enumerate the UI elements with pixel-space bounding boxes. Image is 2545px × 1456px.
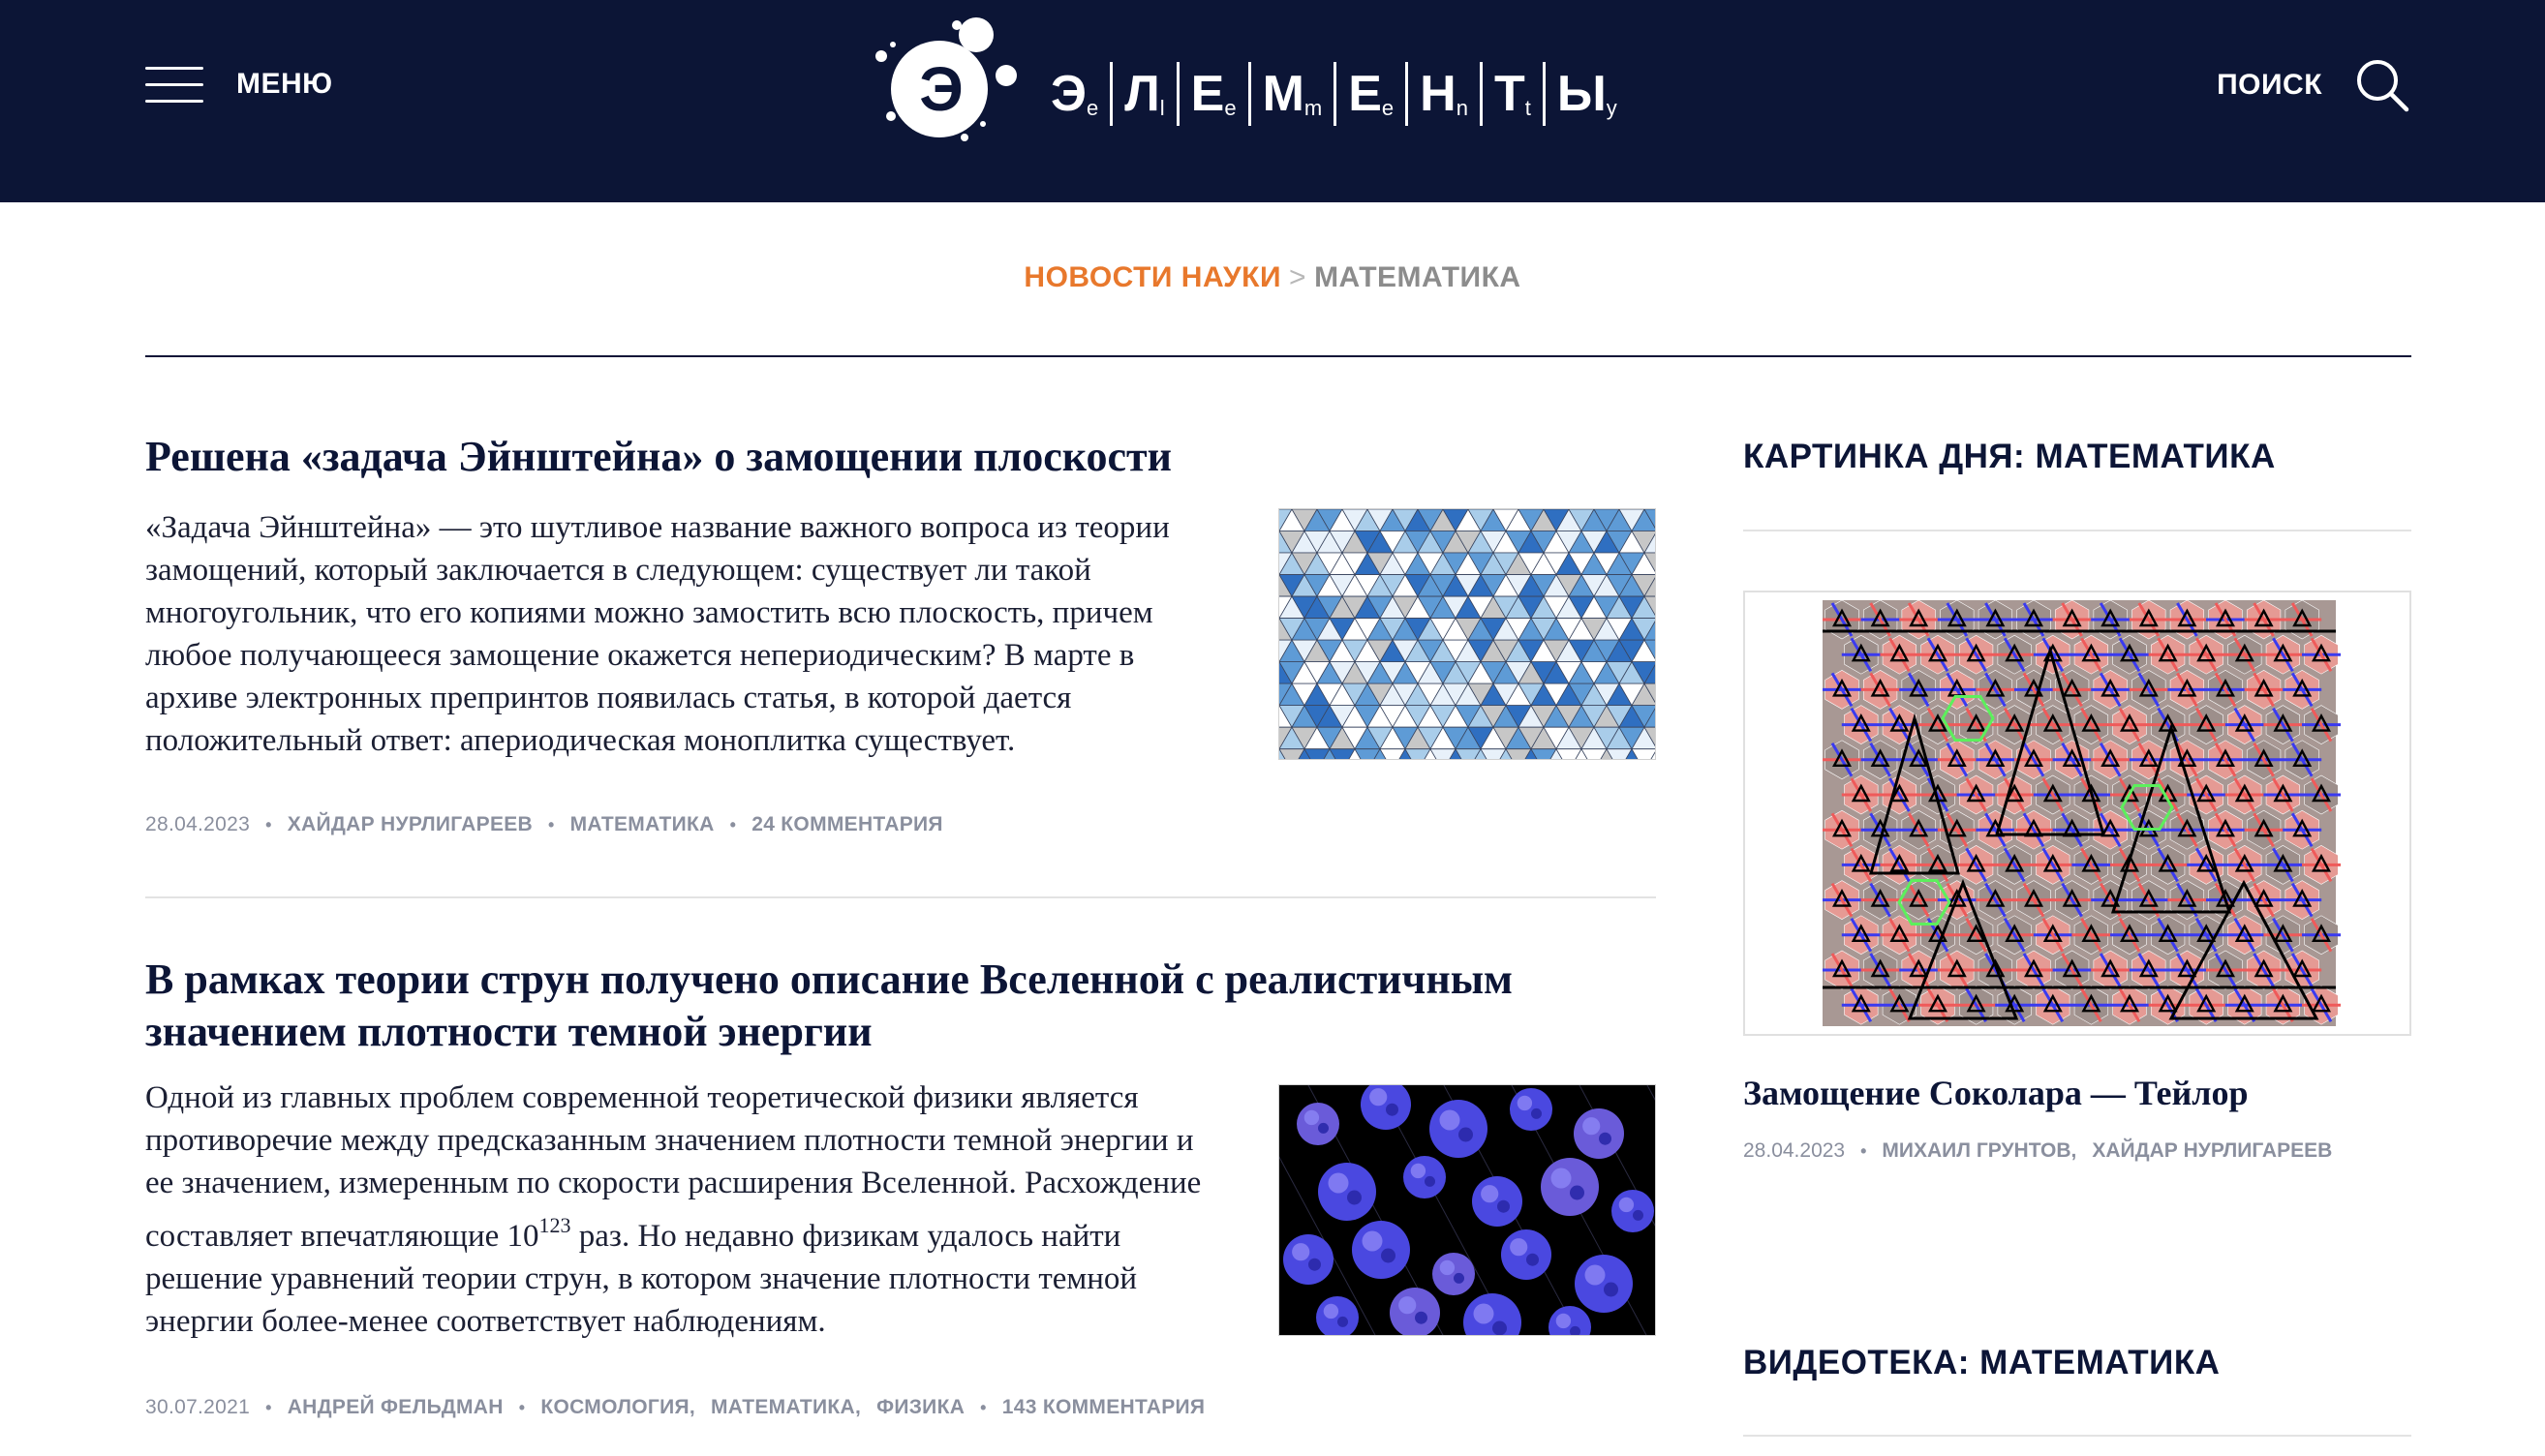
wordmark-letter: Э e	[1051, 66, 1099, 122]
excerpt-exponent: 123	[538, 1213, 571, 1237]
wordmark-letter: Е e	[1348, 66, 1395, 122]
article-meta	[145, 1396, 1205, 1419]
meta-comma: ,	[689, 1396, 695, 1418]
picture-date: 28.04.2023	[1743, 1139, 1846, 1162]
wordmark-separator	[1248, 62, 1251, 126]
sidebar-divider	[1743, 1435, 2411, 1437]
calabi-yau-image	[1279, 1085, 1656, 1336]
wordmark-separator	[1543, 62, 1546, 126]
wordmark-separator	[1405, 62, 1408, 126]
article-comments-link[interactable]: 24 КОММЕНТАРИЯ	[751, 813, 943, 835]
tiling-image	[1279, 509, 1656, 760]
search-label[interactable]: ПОИСК	[2217, 69, 2322, 101]
article-excerpt	[145, 1077, 1220, 1343]
sidebar-heading[interactable]: КАРТИНКА ДНЯ: МАТЕМАТИКА	[1743, 438, 2276, 475]
logo-letter: Э	[919, 54, 964, 124]
article-thumbnail[interactable]	[1278, 508, 1656, 760]
picture-title[interactable]: Замощение Соколара — Тейлор	[1743, 1074, 2249, 1112]
meta-dot: •	[548, 814, 555, 834]
wordmark-separator	[1110, 62, 1113, 126]
menu-button[interactable]	[145, 64, 333, 105]
picture-meta	[1743, 1139, 2332, 1163]
article-meta	[145, 813, 943, 836]
article-tag-link[interactable]: КОСМОЛОГИЯ	[540, 1396, 690, 1418]
sidebar-divider	[1743, 530, 2411, 531]
meta-dot: •	[729, 814, 737, 834]
breadcrumb-separator: >	[1289, 261, 1307, 293]
article-comments-link[interactable]: 143 КОММЕНТАРИЯ	[1001, 1396, 1206, 1418]
sidebar-heading[interactable]: ВИДЕОТЕКА: МАТЕМАТИКА	[1743, 1344, 2221, 1381]
wordmark-separator	[1480, 62, 1483, 126]
socolar-taylor-tiling-image	[1745, 592, 2409, 1034]
article-thumbnail[interactable]	[1278, 1084, 1656, 1336]
meta-comma: ,	[854, 1396, 862, 1418]
wordmark-letter: Л l	[1124, 66, 1165, 122]
breadcrumb-section-link[interactable]: НОВОСТИ НАУКИ	[1024, 261, 1282, 293]
article-date: 28.04.2023	[145, 813, 251, 835]
article-author-link[interactable]: ХАЙДАР НУРЛИГАРЕЕВ	[287, 813, 534, 835]
picture-author-link[interactable]: МИХАИЛ ГРУНТОВ	[1882, 1139, 2071, 1162]
wordmark-letter: Е e	[1190, 66, 1237, 122]
excerpt-text: Одной из главных проблем современной теоретической физики является противоречие между предсказанным значением плотности темной энергии и ее значением, измеренным по скорости расширения Вселенной. Расхождение составляет впечатляющие 10	[145, 1080, 1202, 1254]
wordmark-letter: М m	[1262, 66, 1323, 122]
logo-wordmark	[1051, 60, 1617, 128]
excerpt-text: раз. Но недавно физикам удалось найти решение уравнений теории струн, в котором значение плотности темной энергии более-менее соответствует наблюдениям.	[145, 1219, 1138, 1339]
meta-comma: ,	[2070, 1139, 2077, 1162]
article-title[interactable]: Решена «задача Эйнштейна» о замощении плоскости	[145, 433, 1173, 480]
wordmark-letter: Т t	[1493, 66, 1531, 122]
meta-dot: •	[980, 1397, 987, 1417]
article-tag-link[interactable]: МАТЕМАТИКА	[569, 813, 715, 835]
article-tag-link[interactable]: МАТЕМАТИКА	[711, 1396, 855, 1418]
menu-label[interactable]: МЕНЮ	[236, 68, 333, 100]
article-divider	[145, 896, 1656, 898]
wordmark-letter: Н n	[1420, 66, 1468, 122]
wordmark-separator	[1177, 62, 1180, 126]
article-date: 30.07.2021	[145, 1396, 251, 1418]
meta-dot: •	[265, 1397, 272, 1417]
article-title[interactable]: В рамках теории струн получено описание Вселенной с реалистичным значением плотности темной энергии	[145, 956, 1514, 1055]
search-icon[interactable]	[2355, 58, 2409, 112]
article-card	[145, 954, 1656, 1438]
wordmark-separator	[1334, 62, 1336, 126]
site-header	[0, 0, 2545, 202]
site-logo[interactable]	[872, 10, 1685, 165]
search-button[interactable]	[2217, 58, 2409, 112]
wordmark-letter: Ы y	[1556, 66, 1617, 122]
meta-dot: •	[265, 814, 272, 834]
meta-dot: •	[1860, 1140, 1867, 1161]
article-excerpt: «Задача Эйнштейна» — это шутливое название важного вопроса из теории замощений, который заключается в следующем: существует ли такой многоугольник, что его копиями можно замостить всю плоскость, причем любое получающееся замощение окажется непериодическим? В марте в архиве электронных препринтов появилась статья, в которой дается положительный ответ: апериодическая моноплитка существует.	[145, 510, 1170, 758]
video-library-heading	[1743, 1344, 2411, 1382]
picture-of-day-heading	[1743, 438, 2411, 476]
meta-dot: •	[518, 1397, 526, 1417]
top-divider	[145, 355, 2411, 357]
article-tag-link[interactable]: ФИЗИКА	[876, 1396, 966, 1418]
article-author-link[interactable]: АНДРЕЙ ФЕЛЬДМАН	[287, 1396, 504, 1418]
article-card	[145, 431, 1656, 847]
picture-author-link[interactable]: ХАЙДАР НУРЛИГАРЕЕВ	[2092, 1139, 2333, 1162]
breadcrumb-current: МАТЕМАТИКА	[1314, 261, 1521, 293]
hamburger-icon[interactable]	[145, 64, 203, 105]
picture-of-day-image[interactable]	[1743, 591, 2411, 1036]
breadcrumb	[0, 261, 2545, 294]
